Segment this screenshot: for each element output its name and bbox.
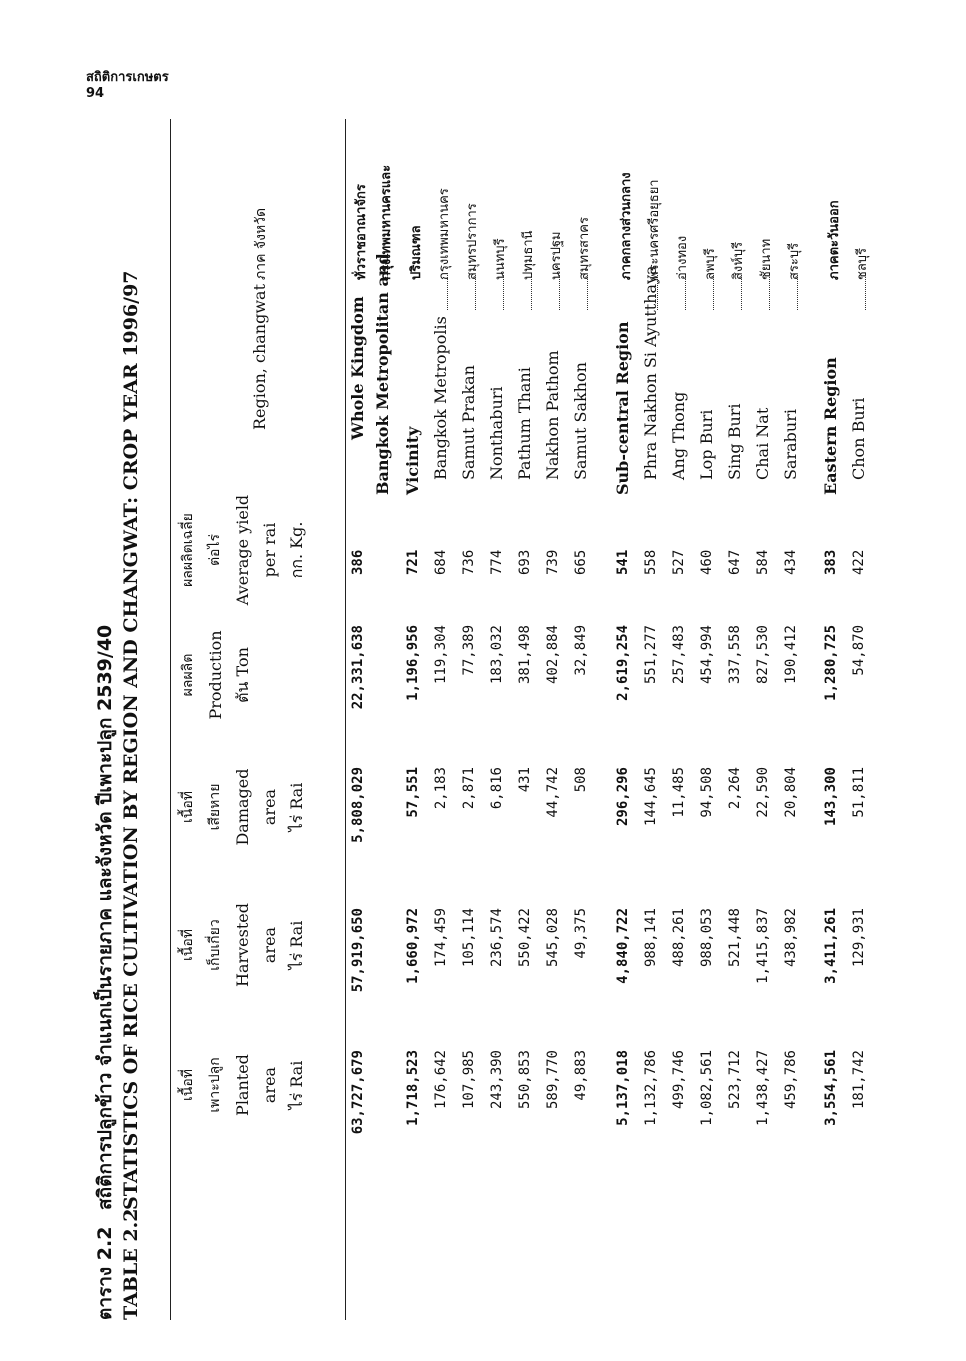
cell-planted: 1,132,786 bbox=[643, 1050, 659, 1126]
row-label-english: Pathum Thani bbox=[515, 367, 534, 480]
row-label-english: Eastern Region bbox=[821, 357, 840, 495]
row-label-thai: อ่างทอง bbox=[675, 235, 690, 280]
cell-harvested: 488,261 bbox=[671, 908, 687, 968]
row-label-english: Saraburi bbox=[781, 409, 800, 480]
cell-yield: 460 bbox=[699, 549, 715, 575]
cell-damaged: 144,645 bbox=[643, 767, 659, 827]
header-production-en2: ตัน Ton bbox=[233, 647, 252, 703]
cell-damaged: 143,300 bbox=[823, 767, 839, 827]
cell-damaged: 11,485 bbox=[671, 767, 687, 818]
title-english-text: STATISTICS OF RICE CULTIVATION BY REGION AND CHANGWAT: CROP YEAR 1996/97 bbox=[120, 270, 142, 1210]
cell-planted: 5,137,018 bbox=[615, 1050, 631, 1126]
header-region-thai: ภาค จังหวัด bbox=[253, 207, 269, 280]
row-label-english: Bangkok Metropolitan and bbox=[373, 253, 392, 495]
cell-damaged: 2,264 bbox=[727, 767, 743, 810]
cell-damaged: 508 bbox=[573, 767, 589, 793]
section-title: สถิติการเกษตร bbox=[86, 70, 169, 85]
title-thai-label: ตาราง 2.2 bbox=[94, 1226, 116, 1320]
cell-yield: 584 bbox=[755, 549, 771, 575]
header-production-en1: Production bbox=[206, 630, 225, 720]
cell-planted: 3,554,561 bbox=[823, 1050, 839, 1126]
cell-planted: 499,746 bbox=[671, 1050, 687, 1110]
row-label-thai: ปทุมธานี bbox=[521, 230, 536, 280]
leader-dots bbox=[559, 275, 560, 310]
cell-harvested: 550,422 bbox=[517, 908, 533, 968]
rotated-table-page bbox=[80, 119, 870, 1320]
header-damaged bbox=[175, 752, 310, 862]
cell-damaged: 22,590 bbox=[755, 767, 771, 818]
cell-damaged: 44,742 bbox=[545, 767, 561, 818]
cell-production: 337,558 bbox=[727, 625, 743, 685]
cell-production: 551,277 bbox=[643, 625, 659, 685]
header-production bbox=[175, 620, 256, 730]
header-harvested bbox=[175, 890, 310, 1000]
row-label-thai: สิงห์บุรี bbox=[731, 241, 746, 280]
leader-dots bbox=[447, 275, 448, 310]
cell-production: 454,994 bbox=[699, 625, 715, 685]
leader-dots bbox=[685, 275, 686, 310]
title-english bbox=[120, 270, 142, 1320]
header-damaged-th2: เสียหาย bbox=[207, 783, 223, 831]
cell-yield: 684 bbox=[433, 549, 449, 575]
cell-harvested: 57,919,650 bbox=[350, 908, 366, 993]
cell-damaged: 51,811 bbox=[851, 767, 867, 818]
row-label-thai: กรุงเทพมหานคร bbox=[437, 188, 452, 280]
cell-production: 257,483 bbox=[671, 625, 687, 685]
row-label-english: Nonthaburi bbox=[487, 386, 506, 480]
cell-yield: 774 bbox=[489, 549, 505, 575]
header-planted-unit: ไร่ Rai bbox=[287, 1060, 306, 1110]
header-rule bbox=[345, 119, 346, 1320]
leader-dots bbox=[797, 275, 798, 310]
cell-harvested: 545,028 bbox=[545, 908, 561, 968]
header-damaged-en2: area bbox=[260, 788, 279, 826]
header-planted-en2: area bbox=[260, 1066, 279, 1104]
title-thai bbox=[90, 625, 120, 1320]
leader-dots bbox=[769, 275, 770, 310]
cell-planted: 107,985 bbox=[461, 1050, 477, 1110]
cell-yield: 721 bbox=[405, 549, 421, 575]
cell-production: 381,498 bbox=[517, 625, 533, 685]
row-label-english: Lop Buri bbox=[697, 409, 716, 480]
cell-yield: 736 bbox=[461, 549, 477, 575]
leader-dots bbox=[475, 275, 476, 310]
header-yield-en1: Average yield bbox=[233, 494, 252, 606]
row-label-thai: นนทบุรี bbox=[493, 238, 508, 280]
cell-damaged: 2,183 bbox=[433, 767, 449, 810]
row-label-english: Chon Buri bbox=[849, 397, 868, 480]
cell-planted: 550,853 bbox=[517, 1050, 533, 1110]
cell-production: 32,849 bbox=[573, 625, 589, 676]
title-thai-text: สถิติการปลูกข้าว จำแนกเป็นรายภาค และจังหวัด ปีเพาะปลูก 2539/40 bbox=[94, 624, 116, 1210]
cell-damaged: 57,551 bbox=[405, 767, 421, 818]
cell-damaged: 5,808,029 bbox=[350, 767, 366, 843]
page-number: 94 bbox=[86, 86, 105, 101]
leader-dots bbox=[713, 275, 714, 310]
cell-production: 183,032 bbox=[489, 625, 505, 685]
header-harvested-unit: ไร่ Rai bbox=[287, 920, 306, 970]
cell-planted: 181,742 bbox=[851, 1050, 867, 1110]
row-label-thai: สมุทรสาคร bbox=[577, 217, 592, 280]
cell-production: 77,389 bbox=[461, 625, 477, 676]
row-label-english: Ang Thong bbox=[669, 391, 688, 480]
row-label-english: Samut Prakan bbox=[459, 365, 478, 480]
cell-harvested: 438,982 bbox=[783, 908, 799, 968]
cell-damaged: 20,804 bbox=[783, 767, 799, 818]
leader-dots bbox=[741, 275, 742, 310]
header-yield-th1: ผลผลิตเฉลี่ย bbox=[180, 513, 196, 587]
cell-harvested: 174,459 bbox=[433, 908, 449, 968]
cell-harvested: 4,840,722 bbox=[615, 908, 631, 984]
header-harvested-th2: เก็บเกี่ยว bbox=[207, 919, 223, 971]
cell-harvested: 49,375 bbox=[573, 908, 589, 959]
row-label-thai: สระบุรี bbox=[787, 242, 802, 280]
row-label-english: Sub-central Region bbox=[613, 321, 632, 495]
cell-damaged: 296,296 bbox=[615, 767, 631, 827]
cell-planted: 589,770 bbox=[545, 1050, 561, 1110]
row-label-english: Bangkok Metropolis bbox=[431, 316, 450, 480]
row-label-thai: ลพบุรี bbox=[703, 248, 718, 280]
cell-yield: 383 bbox=[823, 549, 839, 575]
header-harvested-en1: Harvested bbox=[233, 903, 252, 987]
row-label-thai: ชลบุรี bbox=[855, 247, 870, 280]
row-label-thai: ทั่วราชอาณาจักร bbox=[354, 184, 369, 280]
cell-production: 1,280,725 bbox=[823, 625, 839, 701]
cell-production: 2,619,254 bbox=[615, 625, 631, 701]
cell-harvested: 129,931 bbox=[851, 908, 867, 968]
cell-yield: 422 bbox=[851, 549, 867, 575]
row-label-thai: พระนครศรีอยุธยา bbox=[647, 179, 662, 280]
leader-dots bbox=[865, 275, 866, 310]
row-label-thai: นครปฐม bbox=[549, 231, 564, 280]
header-yield-en2: per rai bbox=[260, 522, 279, 578]
cell-planted: 523,712 bbox=[727, 1050, 743, 1110]
row-label-thai: ภาคกลางส่วนกลาง bbox=[619, 172, 634, 280]
row-label-english: Chai Nat bbox=[753, 407, 772, 480]
header-damaged-en1: Damaged bbox=[233, 768, 252, 846]
leader-dots bbox=[587, 275, 588, 310]
row-label-thai: ปริมณฑล bbox=[409, 225, 424, 280]
cell-yield: 647 bbox=[727, 549, 743, 575]
header-yield-unit: กก. Kg. bbox=[287, 521, 306, 579]
cell-harvested: 988,053 bbox=[699, 908, 715, 968]
row-label-english: Sing Buri bbox=[725, 403, 744, 480]
row-label-english: Phra Nakhon Si Ayutthaya bbox=[641, 265, 660, 480]
cell-planted: 243,390 bbox=[489, 1050, 505, 1110]
header-harvested-th1: เนื้อที่ bbox=[180, 929, 196, 961]
cell-harvested: 105,114 bbox=[461, 908, 477, 968]
cell-yield: 693 bbox=[517, 549, 533, 575]
cell-planted: 63,727,679 bbox=[350, 1050, 366, 1135]
cell-planted: 459,786 bbox=[783, 1050, 799, 1110]
page-header bbox=[86, 70, 169, 102]
cell-planted: 176,642 bbox=[433, 1050, 449, 1110]
title-english-label: TABLE 2.2 bbox=[120, 1208, 142, 1320]
cell-harvested: 236,574 bbox=[489, 908, 505, 968]
header-damaged-th1: เนื้อที่ bbox=[180, 791, 196, 823]
cell-damaged: 431 bbox=[517, 767, 533, 793]
cell-yield: 434 bbox=[783, 549, 799, 575]
header-production-th2: ผลผลิต bbox=[180, 653, 196, 697]
row-label-thai: ภาคตะวันออก bbox=[827, 200, 842, 280]
cell-yield: 541 bbox=[615, 549, 631, 575]
cell-yield: 558 bbox=[643, 549, 659, 575]
header-yield-th2: ต่อไร่ bbox=[207, 533, 223, 567]
row-label-thai: กรุงเทพมหานครและ bbox=[379, 164, 394, 280]
cell-production: 190,412 bbox=[783, 625, 799, 685]
row-label-english: Nakhon Pathom bbox=[543, 350, 562, 480]
cell-planted: 1,082,561 bbox=[699, 1050, 715, 1126]
cell-production: 54,870 bbox=[851, 625, 867, 676]
leader-dots bbox=[531, 275, 532, 310]
row-label-english: Samut Sakhon bbox=[571, 362, 590, 480]
header-region-english: Region, changwat bbox=[250, 284, 269, 430]
cell-harvested: 1,415,837 bbox=[755, 908, 771, 984]
cell-planted: 1,718,523 bbox=[405, 1050, 421, 1126]
header-damaged-unit: ไร่ Rai bbox=[287, 782, 306, 832]
header-planted-th1: เนื้อที่ bbox=[180, 1069, 196, 1101]
leader-dots bbox=[503, 275, 504, 310]
cell-yield: 739 bbox=[545, 549, 561, 575]
cell-production: 402,884 bbox=[545, 625, 561, 685]
cell-production: 119,304 bbox=[433, 625, 449, 685]
cell-damaged: 6,816 bbox=[489, 767, 505, 810]
cell-yield: 665 bbox=[573, 549, 589, 575]
cell-production: 1,196,956 bbox=[405, 625, 421, 701]
header-yield bbox=[175, 490, 310, 610]
header-planted-en1: Planted bbox=[233, 1054, 252, 1116]
cell-planted: 1,438,427 bbox=[755, 1050, 771, 1126]
top-rule bbox=[170, 119, 171, 1320]
cell-harvested: 521,448 bbox=[727, 908, 743, 968]
cell-yield: 386 bbox=[350, 549, 366, 575]
row-label-english: Vicinity bbox=[403, 426, 422, 495]
row-label-english: Whole Kingdom bbox=[348, 296, 367, 440]
cell-harvested: 3,411,261 bbox=[823, 908, 839, 984]
cell-harvested: 1,660,972 bbox=[405, 908, 421, 984]
header-harvested-en2: area bbox=[260, 926, 279, 964]
cell-damaged: 2,871 bbox=[461, 767, 477, 810]
row-label-thai: ชัยนาท bbox=[759, 238, 774, 280]
cell-damaged: 94,508 bbox=[699, 767, 715, 818]
cell-planted: 49,883 bbox=[573, 1050, 589, 1101]
header-planted-th2: เพาะปลูก bbox=[207, 1057, 223, 1113]
header-planted bbox=[175, 1035, 310, 1135]
row-label-thai: สมุทรปราการ bbox=[465, 203, 480, 280]
cell-production: 827,530 bbox=[755, 625, 771, 685]
cell-yield: 527 bbox=[671, 549, 687, 575]
cell-harvested: 988,141 bbox=[643, 908, 659, 968]
cell-production: 22,331,638 bbox=[350, 625, 366, 710]
